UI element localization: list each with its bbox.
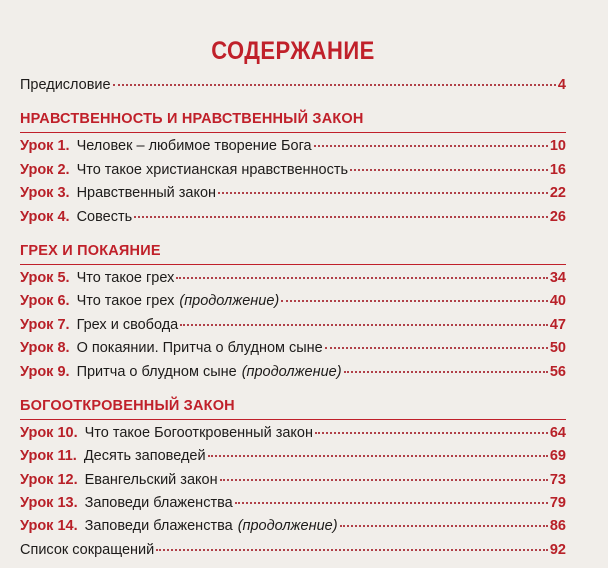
lesson-title: Десять заповедей [83,448,206,465]
lesson-number: Урок 14. [20,518,78,535]
continuation-note: (продолжение) [179,293,280,310]
dot-leader [134,216,548,218]
toc-entry-lesson[interactable] [20,267,566,290]
page-number: 47 [549,316,566,333]
lesson-title: Заповеди блаженства [84,495,233,512]
toc-entry-lesson[interactable] [20,159,566,182]
page-number: 40 [549,293,566,310]
dot-leader [218,192,548,194]
section-heading: НРАВСТВЕННОСТЬ И НРАВСТВЕННЫЙ ЗАКОН [20,106,566,133]
page-number: 50 [549,340,566,357]
lesson-number: Урок 3. [20,185,70,202]
lesson-title: Что такое христианская нравственность [76,161,349,178]
section-heading: ГРЕХ И ПОКАЯНИЕ [20,238,566,265]
lesson-title: Евангельский закон [84,471,218,488]
dot-leader [314,145,548,147]
entry-text: Список сокращений [20,541,155,558]
section-heading: БОГООТКРОВЕННЫЙ ЗАКОН [20,393,566,420]
lesson-number: Урок 11. [20,448,77,465]
dot-leader [220,479,548,481]
toc-entry-lesson[interactable] [20,135,566,158]
lesson-title: Заповеди блаженства [84,518,233,535]
lesson-number: Урок 9. [20,363,70,380]
continuation-note: (продолжение) [237,518,338,535]
lesson-number: Урок 13. [20,495,78,512]
page-number: 56 [549,363,566,380]
lesson-number: Урок 5. [20,269,70,286]
toc-entry-lesson[interactable] [20,361,566,384]
page-number: 10 [549,138,566,155]
page-title: СОДЕРЖАНИЕ [211,37,375,65]
dot-leader [113,84,556,86]
page-number: 34 [549,269,566,286]
toc-entry-lesson[interactable] [20,206,566,229]
toc-entry-lesson[interactable] [20,469,566,492]
dot-leader [344,371,548,373]
toc-entry-lesson[interactable] [20,515,566,538]
page-number: 16 [549,161,566,178]
dot-leader [281,300,548,302]
lesson-title: Что такое грех [76,269,175,286]
dot-leader [350,169,548,171]
lesson-title: Что такое Богооткровенный закон [84,424,313,441]
page-number: 86 [549,518,566,535]
page-number: 64 [549,424,566,441]
lesson-number: Урок 12. [20,471,78,488]
dot-leader [156,549,548,551]
lesson-number: Урок 4. [20,208,70,225]
page-number: 26 [549,208,566,225]
toc-sections [20,106,566,538]
continuation-note: (продолжение) [241,363,342,380]
toc-entry-lesson[interactable] [20,337,566,360]
dot-leader [325,347,548,349]
lesson-title: Совесть [76,208,133,225]
lesson-number: Урок 10. [20,424,78,441]
toc-entry-lesson[interactable] [20,182,566,205]
lesson-title: Человек – любимое творение Бога [76,138,312,155]
lesson-number: Урок 6. [20,293,70,310]
page-number: 4 [557,77,566,93]
page-number: 69 [549,448,566,465]
toc-entry-lesson[interactable] [20,492,566,515]
dot-leader [176,277,548,279]
entry-text: Предисловие [20,77,111,93]
lesson-title: Грех и свобода [76,316,179,333]
lesson-number: Урок 7. [20,316,70,333]
dot-leader [315,432,548,434]
toc-entry-lesson[interactable] [20,290,566,313]
toc-entry-abbreviations[interactable] [20,539,566,562]
lesson-number: Урок 8. [20,340,70,357]
page-number: 22 [549,185,566,202]
toc-entry-lesson[interactable] [20,445,566,468]
lesson-number: Урок 1. [20,138,70,155]
lesson-title: О покаянии. Притча о блудном сыне [76,340,323,357]
dot-leader [340,525,548,527]
toc-entry-preface[interactable] [20,74,566,97]
lesson-title: Нравственный закон [76,185,217,202]
lesson-title: Что такое грех [76,293,175,310]
toc-entry-lesson[interactable] [20,314,566,337]
page-number: 73 [549,471,566,488]
page-number: 79 [549,495,566,512]
lesson-number: Урок 2. [20,161,70,178]
lesson-title: Притча о блудном сыне [76,363,237,380]
dot-leader [208,455,548,457]
dot-leader [235,502,548,504]
dot-leader [180,324,548,326]
toc-entry-lesson[interactable] [20,422,566,445]
page-number: 92 [549,541,566,558]
